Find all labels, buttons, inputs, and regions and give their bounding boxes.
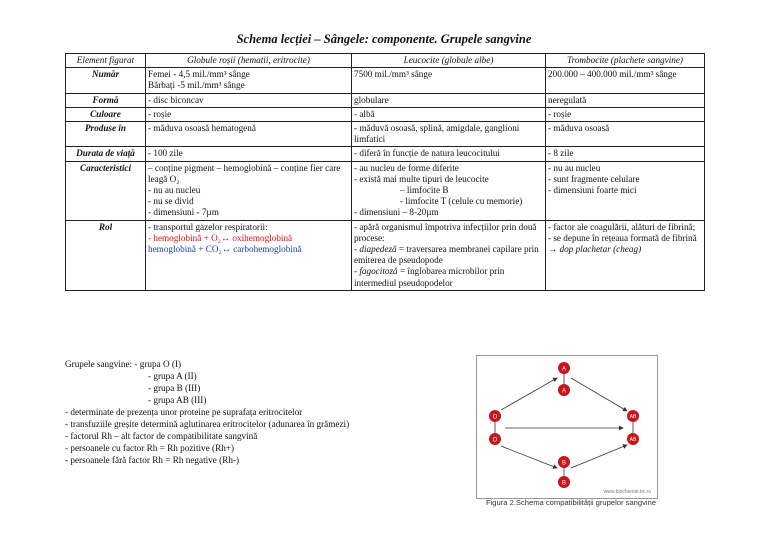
cell-trombocite-forma: neregulată xyxy=(546,93,705,107)
svg-text:AB: AB xyxy=(629,414,637,420)
cell-line-diapedeza: - diapedeză = traversarea membranei capilare prin emiterea de pseudopode xyxy=(354,244,539,266)
cell-leucocite-numar xyxy=(352,68,546,93)
cell-line: - apără organismul împotriva infecțiilor prin două procese: xyxy=(354,221,537,243)
cell-line: Bărbați -5 mil./mm³ sânge xyxy=(148,80,245,91)
blood-group-fact: - determinate de prezența unor proteine pe suprafața eritrocitelor xyxy=(65,407,303,417)
cell-line: - nu se divid xyxy=(148,196,194,207)
row-label-numar: Număr xyxy=(66,68,146,93)
cell-line: - dimensiuni – 8-20µm xyxy=(354,207,439,218)
cell-line-oxyhemoglobin: - hemoglobină + O₂↔ oxihemoglobină xyxy=(148,232,293,243)
cell-globule-culoare: - roșie xyxy=(146,107,352,121)
table-row xyxy=(66,220,705,290)
cell-trombocite-rol xyxy=(546,220,705,290)
page-title: Schema lecției – Sângele: componente. Grupele sangvine xyxy=(236,32,532,46)
cell-line: 200.000 – 400.000 mil./mm³ sânge xyxy=(548,69,677,80)
compatibility-diagram xyxy=(476,355,658,499)
cell-leucocite-forma: globulare xyxy=(352,93,546,107)
cell-trombocite-caracteristici xyxy=(546,161,705,220)
arrow-right-icon: → xyxy=(548,244,558,255)
cell-trombocite-numar xyxy=(546,68,705,93)
cell-globule-produse: - măduva osoasă hematogenă xyxy=(146,122,352,147)
table-row xyxy=(66,122,705,147)
svg-text:A: A xyxy=(561,388,567,395)
blood-group-fact: - transfuziile greșite determină aglutinarea eritrocitelor (adunarea în grămezi) xyxy=(65,419,350,429)
website-credit: www.biochemie.bc.ro xyxy=(603,489,651,495)
table-header-row xyxy=(66,54,705,68)
cell-globule-forma: - disc biconcav xyxy=(146,93,352,107)
cell-line: – limfocite B xyxy=(400,185,449,196)
cell-globule-numar xyxy=(146,68,352,93)
row-label-rol: Rol xyxy=(66,220,146,290)
table-row xyxy=(66,161,705,220)
term-definition: = înglobarea microbilor prin intermediul pseudopodelor xyxy=(354,266,505,288)
cell-globule-durata: - 100 zile xyxy=(146,147,352,161)
cell-leucocite-culoare: - albă xyxy=(352,107,546,121)
cell-line-fibrina xyxy=(548,233,702,255)
term-definition: = traversarea membranei capilare prin emiterea de pseudopode xyxy=(354,244,539,266)
row-label-forma: Formă xyxy=(66,93,146,107)
cell-line: - dimensiuni - 7µm xyxy=(148,207,219,218)
svg-text:O: O xyxy=(492,437,498,444)
table-row xyxy=(66,93,705,107)
svg-text:O: O xyxy=(492,414,498,421)
cell-line-carbohemoglobin: hemoglobină + CO₂↔ carbohemoglobină xyxy=(148,244,302,255)
header-trombocite: Trombocite (plachete sangvine) xyxy=(546,54,705,68)
svg-text:AB: AB xyxy=(629,437,637,443)
edge-o-to-a xyxy=(501,378,557,410)
svg-text:A: A xyxy=(561,366,567,373)
row-label-culoare: Culoare xyxy=(66,107,146,121)
cell-line: - factor ale coagulării, alături de fibrină; xyxy=(548,221,696,232)
table-row xyxy=(66,147,705,161)
cell-trombocite-produse: - măduva osoasă xyxy=(546,122,705,147)
header-globule-rosii: Globule roșii (hematii, eritrocite) xyxy=(146,54,352,68)
cell-line: - nu au nucleu xyxy=(148,185,201,196)
blood-group-item: - grupa AB (III) xyxy=(148,395,207,405)
cell-trombocite-culoare: - roșie xyxy=(546,107,705,121)
cell-line: – conține pigment – hemoglobină – conține fier care leagă O₂ xyxy=(148,162,341,184)
header-leucocite: Leucocite (globule albe) xyxy=(352,54,546,68)
row-label-caracteristici: Caracteristici xyxy=(66,161,146,220)
cell-line: 7500 mil./mm³ sânge xyxy=(354,69,433,80)
figure-caption: Figura 2.Schema compatibilității grupelor sangvine xyxy=(485,498,657,507)
compatibility-diagram-svg xyxy=(477,356,657,498)
cell-line: - sunt fragmente celulare xyxy=(548,173,640,184)
svg-text:B: B xyxy=(561,480,567,487)
cell-line: - există mai multe tipuri de leucocite xyxy=(354,173,489,184)
table-row xyxy=(66,107,705,121)
blood-group-item: - grupa B (III) xyxy=(148,383,201,393)
cell-line: - au nucleu de forme diferite xyxy=(354,162,459,173)
cell-leucocite-rol xyxy=(352,220,546,290)
svg-text:B: B xyxy=(561,460,567,467)
cell-leucocite-durata: - diferă în funcție de natura leucocitului xyxy=(352,147,546,161)
blood-group-fact: - persoanele fără factor Rh = Rh negative (Rh-) xyxy=(65,455,240,465)
term-diapedeza: diapedeză xyxy=(359,244,397,255)
blood-components-table xyxy=(65,53,705,291)
cell-globule-caracteristici xyxy=(146,161,352,220)
cell-line: - limfocite T (celule cu memorie) xyxy=(400,196,523,207)
term-fagocitoza: fagocitoză xyxy=(359,266,398,277)
cell-text: - se depune în rețeaua formată de fibrină xyxy=(548,232,697,243)
cell-leucocite-produse: - măduvă osoasă, splină, amigdale, ganglioni limfatici xyxy=(352,122,546,147)
cell-line-fagocitoza: - fagocitoză = înglobarea microbilor prin intermediul pseudopodelor xyxy=(354,266,505,288)
blood-group-fact: - factorul Rh – alt factor de compatibilitate sangvină xyxy=(65,431,258,441)
cell-leucocite-caracteristici xyxy=(352,161,546,220)
blood-groups-intro: Grupele sangvine: - grupa O (I) xyxy=(65,359,182,369)
cell-line: - nu au nucleu xyxy=(548,162,601,173)
table-row xyxy=(66,68,705,93)
blood-group-item: - grupa A (II) xyxy=(148,371,197,381)
edge-b-to-ab xyxy=(571,445,627,468)
cell-trombocite-durata: - 8 zile xyxy=(546,147,705,161)
cell-line: Femei - 4,5 mil./mm³ sânge xyxy=(148,69,250,80)
cell-line: - transportul gazelor respiratorii: xyxy=(148,221,268,232)
edge-a-to-ab xyxy=(571,378,627,411)
row-label-durata: Durata de viață xyxy=(66,147,146,161)
row-label-produse: Produse în xyxy=(66,122,146,147)
cell-globule-rol xyxy=(146,220,352,290)
blood-group-fact: - persoanele cu factor Rh = Rh pozitive (Rh+) xyxy=(65,443,235,453)
edge-o-to-b xyxy=(501,446,557,468)
blood-groups-section xyxy=(65,358,465,466)
term-dop-plachetar: dop plachetar (cheag) xyxy=(559,244,642,255)
header-element: Element figurat xyxy=(66,54,146,68)
cell-line: - dimensiuni foarte mici xyxy=(548,185,637,196)
